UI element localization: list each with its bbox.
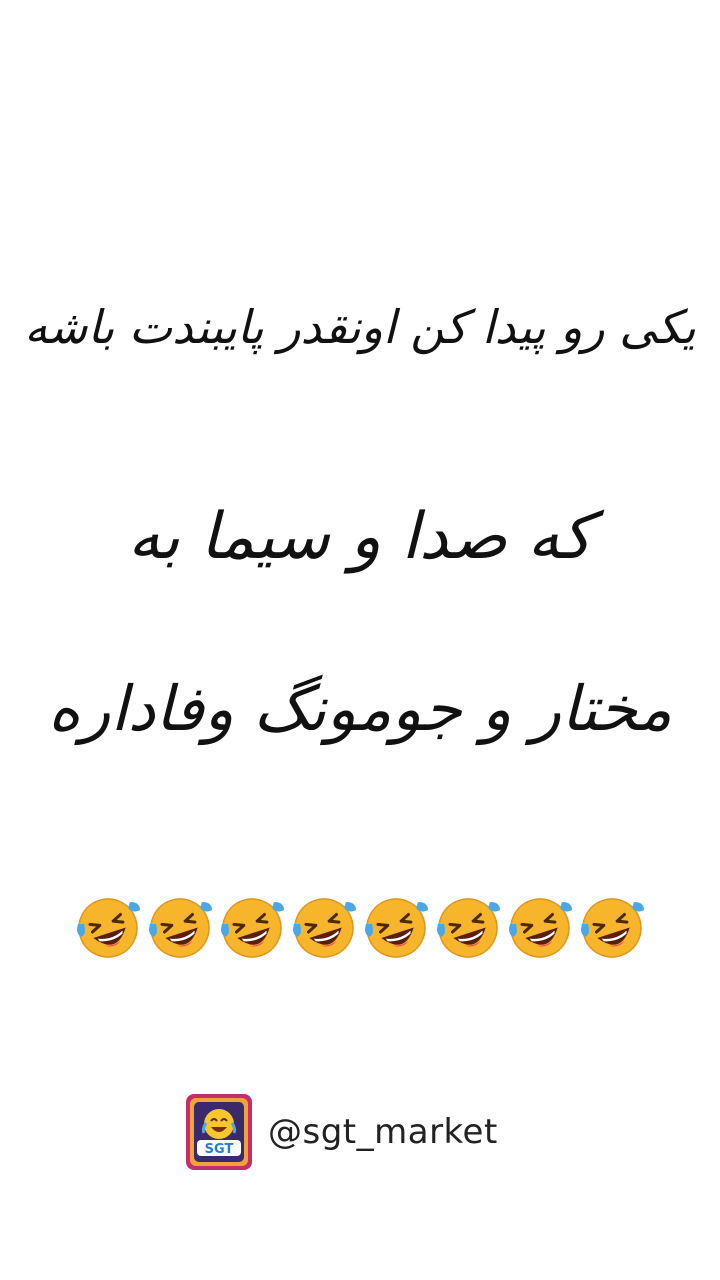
laughing-emoji-icon — [434, 894, 502, 962]
laughing-emoji-icon — [74, 894, 142, 962]
laughing-emoji-icon — [218, 894, 286, 962]
instagram-handle[interactable]: @sgt_market — [268, 1112, 498, 1152]
caption-line-3: مختار و جومونگ وفاداره — [48, 672, 672, 745]
sgt-logo-icon — [184, 1092, 254, 1172]
laughing-emoji-icon — [290, 894, 358, 962]
laughing-emoji-icon — [362, 894, 430, 962]
laughing-emoji-row — [0, 894, 720, 962]
svg-text:SGT: SGT — [204, 1142, 234, 1157]
caption-line-2: که صدا و سیما به — [127, 500, 593, 574]
laughing-emoji-icon — [578, 894, 646, 962]
footer-credit — [184, 1092, 498, 1172]
caption-line-1: یکی رو پیدا کن اونقدر پایبندت باشه — [24, 300, 696, 354]
laughing-emoji-icon — [146, 894, 214, 962]
laughing-emoji-icon — [506, 894, 574, 962]
